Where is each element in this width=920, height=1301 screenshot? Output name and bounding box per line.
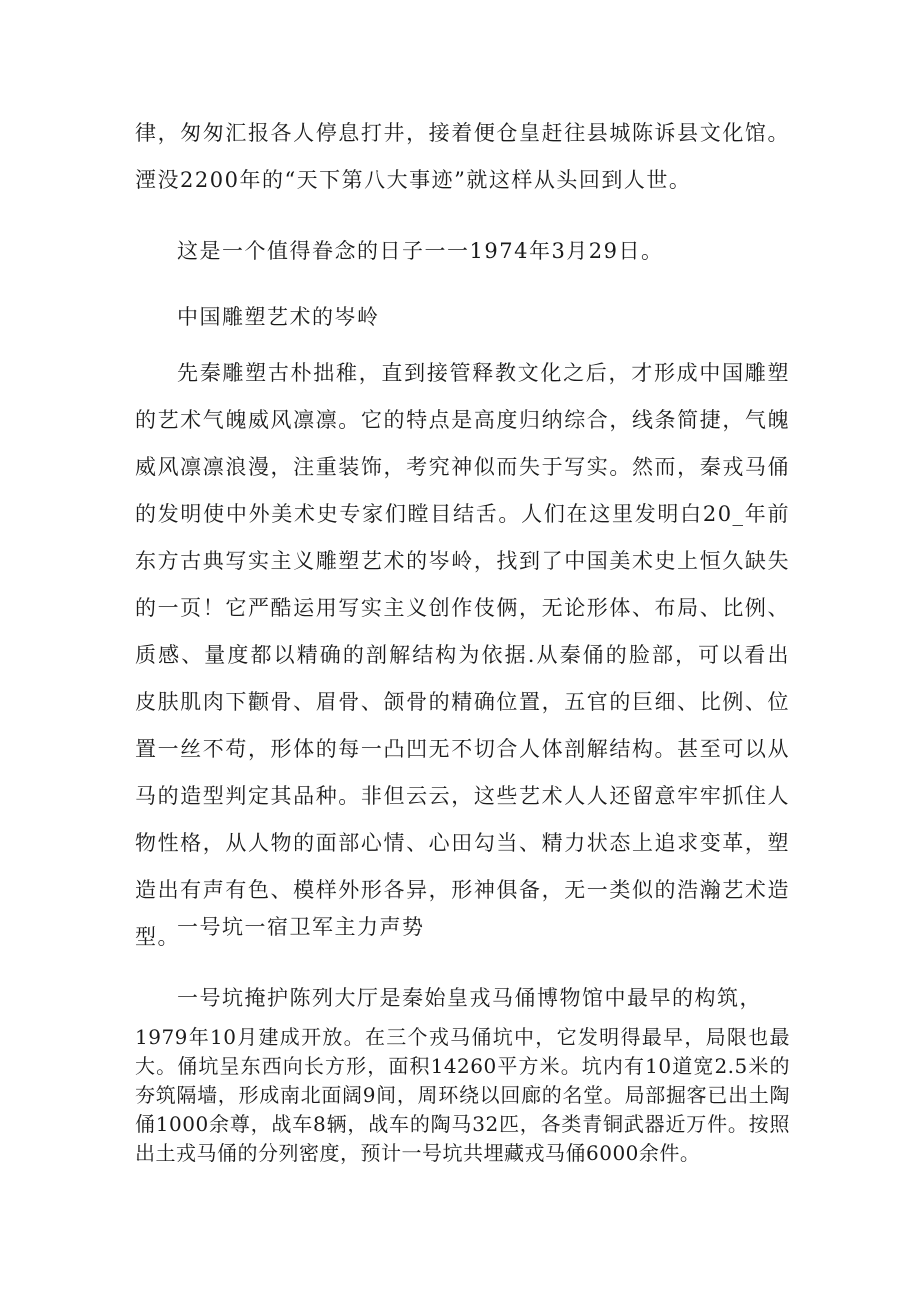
- paragraph-date: 这是一个值得眷念的日子一一1974年3月29日。: [177, 239, 664, 263]
- paragraph-intro-continuation: 律，匆匆汇报各人停息打井，接着便仓皇赶往县城陈诉县文化馆。湮没2200年的“天下第八大事迹”就这样从头回到人世。: [135, 121, 790, 192]
- section-heading-pit-one: 一号坑一宿卫军主力声势: [177, 915, 425, 939]
- paragraph-sculpture-art: 先秦雕塑古朴拙稚，直到接管释教文化之后，才形成中国雕塑的艺术气魄威风凛凛。它的特点是高度归纳综合，线条简捷，气魄威风凛凛浪漫，注重装饰，考究神似而失于写实。然而，秦戎马俑的发明使中外美术史专家们瞠目结舌。人们在这里发明白20_年前东方古典写实主义雕塑艺术的岑岭，找到了中国美术史上恒久缺失的一页！它严酷运用写实主义创作伎俩，无论形体、布局、比例、质感、量度都以精确的剖解结构为依据.从秦俑的脸部，可以看出皮肤肌肉下颧骨、眉骨、颌骨的精确位置，五官的巨细、比例、位置一丝不苟，形体的每一凸凹无不切合人体剖解结构。甚至可以从马的造型判定其品种。非但云云，这些艺术人人还留意牢牢抓住人物性格，从人物的面部心情、心田勾当、精力状态上追求变革，塑造出有声有色、模样外形各异，形神俱备，无一类似的浩瀚艺术造型。: [135, 361, 790, 949]
- paragraph-pit-one-details: 1979年10月建成开放。在三个戎马俑坑中，它发明得最早，局限也最大。俑坑呈东西向长方形，面积14260平方米。坑内有10道宽2.5米的夯筑隔墙，形成南北面阔9间，周环绕以回廊的名堂。局部掘客已出土陶俑1000余尊，战车8辆，战车的陶马32匹，各类青铜武器近万件。按照出土戎马俑的分列密度，预计一号坑共埋藏戎马俑6000余件。: [135, 1025, 790, 1165]
- paragraph-pit-one-intro: 一号坑掩护陈列大厅是秦始皇戎马俑博物馆中最早的构筑，: [177, 986, 762, 1010]
- section-heading-sculpture-peak: 中国雕塑艺术的岑岭: [177, 305, 380, 329]
